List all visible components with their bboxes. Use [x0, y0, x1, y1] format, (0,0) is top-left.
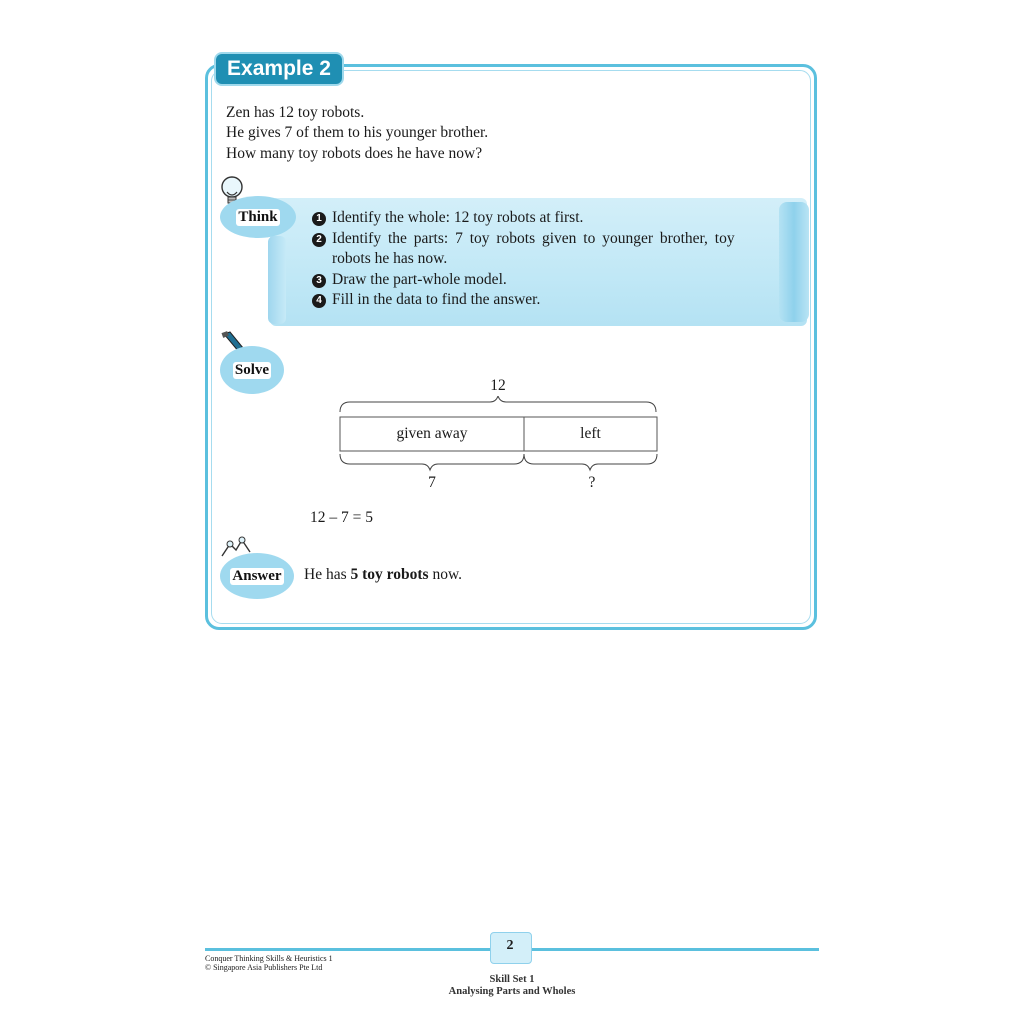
- answer-label: Answer: [232, 567, 282, 584]
- part-given-away-label: given away: [396, 425, 468, 442]
- step-text: Identify the whole: 12 toy robots at first.: [332, 209, 584, 226]
- answer-suffix: now.: [428, 566, 463, 583]
- think-step-1: [312, 208, 583, 229]
- skill-name: Analysing Parts and Wholes: [448, 986, 576, 997]
- answer-text: [304, 566, 462, 584]
- solve-badge: [220, 346, 284, 394]
- part-left-value: ?: [588, 474, 596, 491]
- think-step-4: [312, 290, 540, 311]
- answer-bold: 5 toy robots: [350, 566, 429, 583]
- copyright: © Singapore Asia Publishers Pte Ltd: [205, 963, 323, 972]
- think-step-2-continued: robots he has now.: [332, 250, 448, 267]
- step-number: 4: [312, 294, 326, 308]
- step-text: Draw the part-whole model.: [332, 271, 507, 288]
- answer-prefix: He has: [304, 566, 351, 583]
- question-line-1: Zen has 12 toy robots.: [226, 104, 365, 121]
- step-number: 3: [312, 274, 326, 288]
- answer-badge: [220, 553, 294, 599]
- example-title: Example 2: [214, 52, 344, 86]
- question-line-2: He gives 7 of them to his younger brother.: [226, 124, 489, 141]
- step-number: 2: [312, 233, 326, 247]
- page-number: 2: [506, 938, 514, 953]
- step-number: 1: [312, 212, 326, 226]
- book-title: Conquer Thinking Skills & Heuristics 1: [205, 954, 333, 963]
- equation: 12 – 7 = 5: [310, 509, 373, 526]
- question-line-3: How many toy robots does he have now?: [226, 145, 483, 162]
- think-step-3: [312, 270, 507, 291]
- whole-value: 12: [490, 377, 506, 394]
- step-text: Fill in the data to find the answer.: [332, 291, 541, 308]
- solve-label: Solve: [234, 361, 270, 378]
- part-given-away-value: 7: [428, 474, 436, 491]
- step-text: Identify the parts: 7 toy robots given to younger brother, toy: [332, 230, 735, 247]
- part-left-label: left: [580, 425, 601, 442]
- skill-set: Skill Set 1: [489, 974, 535, 985]
- think-step-2: [312, 229, 770, 250]
- think-label: Think: [238, 208, 278, 225]
- think-badge: [220, 196, 296, 238]
